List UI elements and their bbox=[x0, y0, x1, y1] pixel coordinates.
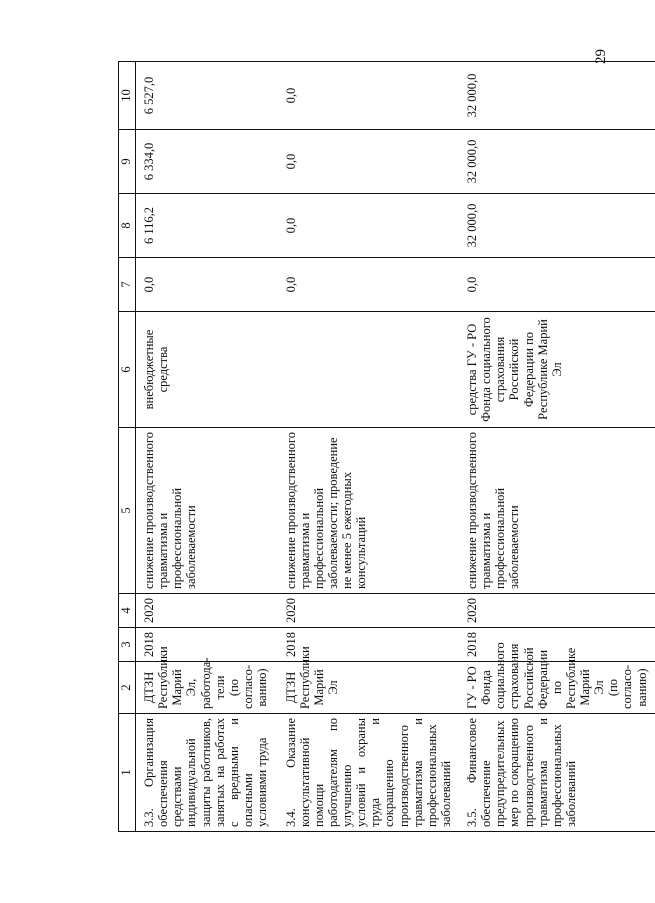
value-col10: 32 000,0 bbox=[459, 62, 655, 130]
year-start-cell: 2018 bbox=[278, 628, 460, 662]
result-cell: снижение производственного травматизма и профессиональной заболеваемости bbox=[459, 428, 655, 594]
column-header: 10 bbox=[119, 62, 136, 130]
table-row bbox=[136, 62, 278, 832]
value-col10: 0,0 bbox=[278, 62, 460, 130]
measure-cell: 3.3. Организация обеспечения средствами индивидуальной защиты работников, занятых на работах с вредными и опасными условиями труда bbox=[136, 714, 278, 832]
value-col7: 0,0 bbox=[136, 258, 278, 312]
year-start-cell: 2018 bbox=[459, 628, 655, 662]
value-col8: 0,0 bbox=[278, 194, 460, 258]
page-number: 29 bbox=[593, 49, 609, 64]
measure-cell: 3.5. Финансовое обеспечение предупредительных мер по сокращению производственного травматизма и профессиональных заболеваний bbox=[459, 714, 655, 832]
column-header: 2 bbox=[119, 662, 136, 714]
column-header: 9 bbox=[119, 130, 136, 194]
value-col9: 32 000,0 bbox=[459, 130, 655, 194]
column-header: 6 bbox=[119, 312, 136, 428]
year-end-cell: 2020 bbox=[136, 594, 278, 628]
value-col9: 6 334,0 bbox=[136, 130, 278, 194]
column-header: 8 bbox=[119, 194, 136, 258]
value-col7: 0,0 bbox=[278, 258, 460, 312]
column-header: 3 bbox=[119, 628, 136, 662]
source-cell bbox=[278, 312, 460, 428]
table-row bbox=[278, 62, 460, 832]
table-row bbox=[459, 62, 655, 832]
result-cell: снижение производственного травматизма и профессиональной заболеваемости bbox=[136, 428, 278, 594]
column-header: 4 bbox=[119, 594, 136, 628]
value-col10: 6 527,0 bbox=[136, 62, 278, 130]
executor-cell: ДТЗН Республики Марий Эл, работода- тели (по согласо- ванию) bbox=[136, 662, 278, 714]
result-cell: снижение производственного травматизма и профессиональной заболеваемости; проведение не менее 5 ежегодных консультаций bbox=[278, 428, 460, 594]
source-cell: средства ГУ - РО Фонда социального страхования Российской Федерации по Республике Марий Эл bbox=[459, 312, 655, 428]
source-cell: внебюджетные средства bbox=[136, 312, 278, 428]
value-col7: 0,0 bbox=[459, 258, 655, 312]
rotated-table-wrapper bbox=[118, 62, 649, 832]
column-header: 7 bbox=[119, 258, 136, 312]
column-header: 1 bbox=[119, 714, 136, 832]
value-col8: 32 000,0 bbox=[459, 194, 655, 258]
year-end-cell: 2020 bbox=[278, 594, 460, 628]
column-header: 5 bbox=[119, 428, 136, 594]
executor-cell: ГУ - РО Фонда социального страхования Российской Федерации по Республике Марий Эл (по согласо- ванию) bbox=[459, 662, 655, 714]
year-start-cell: 2018 bbox=[136, 628, 278, 662]
column-number-row bbox=[119, 62, 136, 832]
measure-cell: 3.4. Оказание консультативной помощи работодателям по улучшению условий и охраны труда и сокращению производственного травматизма и профессиональных заболеваний bbox=[278, 714, 460, 832]
value-col8: 6 116,2 bbox=[136, 194, 278, 258]
executor-cell: ДТЗН Республики Марий Эл bbox=[278, 662, 460, 714]
value-col9: 0,0 bbox=[278, 130, 460, 194]
year-end-cell: 2020 bbox=[459, 594, 655, 628]
program-measures-table bbox=[118, 61, 655, 832]
